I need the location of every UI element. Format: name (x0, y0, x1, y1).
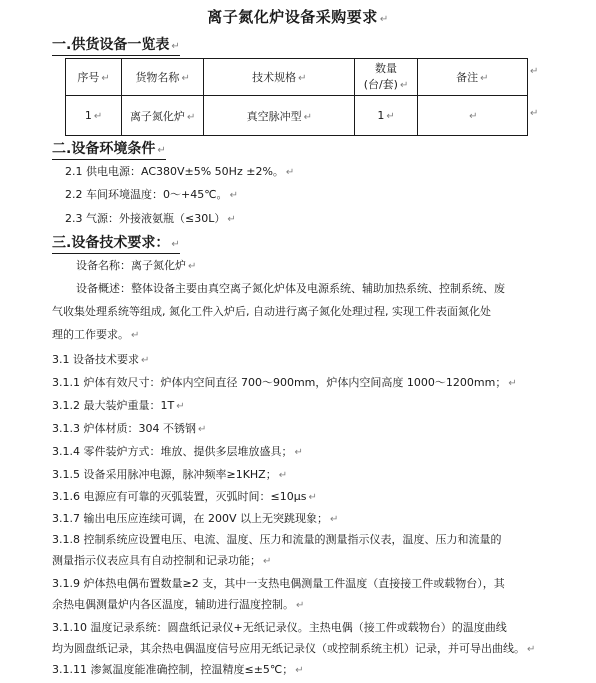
paragraph-mark-icon: ↵ (278, 470, 288, 481)
requirement-line: 3.1.2 最大装炉重量：1T ↵ (52, 399, 185, 412)
requirement-line: 3.1.4 零件装炉方式：堆放、提供多层堆放盛具； ↵ (52, 445, 303, 458)
requirement-line: 3.1.9 炉体热电偶布置数量≥2 支，其中一支热电偶测量工件温度（直接接工件或载物台），其 (52, 577, 505, 590)
requirement-line: 测量指示仪表应具有自动控制和记录功能； ↵ (52, 554, 272, 567)
overview-line: 气收集处理系统等组成, 氮化工件入炉后, 自动进行离子氮化处理过程, 实现工件表面氮化处 (52, 305, 491, 318)
title-text: 离子氮化炉设备采购要求 (207, 8, 378, 26)
requirement-line: 3.1.3 炉体材质：304 不锈钢 ↵ (52, 422, 207, 435)
paragraph-mark-icon: ↵ (294, 447, 303, 458)
paragraph-mark-icon: ↵ (101, 73, 110, 84)
paragraph-mark-icon: ↵ (530, 108, 539, 119)
paragraph-mark-icon: ↵ (229, 190, 238, 201)
env-item-temperature: 2.2 车间环境温度：0～+45℃。 ↵ (65, 188, 238, 201)
paragraph-mark-icon: ↵ (508, 378, 517, 389)
supply-equipment-table (65, 58, 528, 136)
table-cell: 离子氮化炉 ↵ (122, 96, 204, 136)
requirement-line: 均为圆盘纸记录，其余热电偶温度信号应用无纸记录仪（或控制系统主机）记录，并可导出曲线。 ↵ (52, 642, 536, 655)
paragraph-mark-icon: ↵ (263, 556, 272, 567)
table-header-cell: 备注 ↵ (417, 59, 527, 96)
requirement-line: 3.1 设备技术要求 ↵ (52, 353, 150, 366)
section-1-heading: 一.供货设备一览表 ↵ (52, 37, 180, 56)
paragraph-mark-icon: ↵ (171, 41, 180, 52)
table-row (66, 96, 528, 136)
paragraph-mark-icon: ↵ (469, 111, 478, 122)
requirement-line: 3.1.7 输出电压应连续可调，在 200V 以上无突跳现象； ↵ (52, 512, 339, 525)
requirement-line: 余热电偶测量炉内各区温度，辅助进行温度控制。 ↵ (52, 598, 305, 611)
env-item-power: 2.1 供电电源：AC380V±5% 50Hz ±2%。 ↵ (65, 165, 295, 178)
paragraph-mark-icon: ↵ (386, 111, 395, 122)
paragraph-mark-icon: ↵ (181, 73, 190, 84)
table-cell (417, 96, 527, 136)
paragraph-mark-icon: ↵ (141, 355, 150, 366)
table-cell: 真空脉冲型 ↵ (204, 96, 355, 136)
table-header-cell: 序号 ↵ (66, 59, 122, 96)
paragraph-mark-icon: ↵ (330, 514, 339, 525)
paragraph-mark-icon: ↵ (303, 111, 313, 123)
paragraph-mark-icon: ↵ (298, 73, 307, 84)
table-cell: 1 ↵ (66, 96, 122, 136)
requirement-line: 3.1.10 温度记录系统：圆盘纸记录仪+无纸记录仪。主热电偶（接工件或载物台）的温度曲线 (52, 621, 507, 634)
paragraph-mark-icon: ↵ (379, 14, 389, 25)
paragraph-mark-icon: ↵ (171, 239, 180, 250)
table-header-cell: 货物名称 ↵ (122, 59, 204, 96)
document-title (0, 6, 596, 27)
table-header-row (66, 59, 528, 96)
requirement-line: 3.1.6 电源应有可靠的灭弧装置，灭弧时间：≤10μs ↵ (52, 490, 317, 503)
table-cell: 1 ↵ (355, 96, 417, 136)
env-item-gas: 2.3 气源：外接液氨瓶（≤30L） ↵ (65, 212, 236, 225)
requirement-line: 3.1.8 控制系统应设置电压、电流、温度、压力和流量的测量指示仪表，温度、压力和流量的 (52, 533, 502, 546)
requirement-line: 3.1.1 炉体有效尺寸：炉体内空间直径 700～900mm，炉体内空间高度 1000～1200mm； ↵ (52, 376, 517, 389)
section-3-heading: 三.设备技术要求： ↵ (52, 235, 180, 254)
paragraph-mark-icon: ↵ (530, 66, 539, 77)
overview-line: 设备概述：整体设备主要由真空离子氮化炉体及电源系统、辅助加热系统、控制系统、废 (76, 282, 505, 295)
overview-line: 理的工作要求。 ↵ (52, 328, 140, 341)
paragraph-mark-icon: ↵ (93, 111, 103, 122)
paragraph-mark-icon: ↵ (285, 167, 295, 178)
paragraph-mark-icon: ↵ (399, 79, 409, 91)
paragraph-mark-icon: ↵ (308, 492, 317, 503)
requirement-line: 3.1.11 渗氮温度能准确控制，控温精度≤±5℃； ↵ (52, 663, 304, 676)
table-header-cell: 数量 (台/套) ↵ (355, 59, 417, 96)
paragraph-mark-icon: ↵ (188, 261, 197, 272)
paragraph-mark-icon: ↵ (157, 145, 166, 156)
paragraph-mark-icon: ↵ (527, 644, 536, 655)
equipment-name-line: 设备名称：离子氮化炉 ↵ (76, 259, 197, 272)
paragraph-mark-icon: ↵ (176, 401, 185, 412)
paragraph-mark-icon: ↵ (480, 73, 489, 84)
paragraph-mark-icon: ↵ (295, 665, 304, 676)
paragraph-mark-icon: ↵ (186, 111, 196, 123)
paragraph-mark-icon: ↵ (296, 600, 305, 611)
table-header-cell: 技术规格 ↵ (204, 59, 355, 96)
paragraph-mark-icon: ↵ (197, 424, 207, 435)
requirement-line: 3.1.5 设备采用脉冲电源，脉冲频率≥1KHZ； ↵ (52, 468, 288, 481)
paragraph-mark-icon: ↵ (131, 330, 140, 341)
paragraph-mark-icon: ↵ (227, 214, 236, 225)
section-2-heading: 二.设备环境条件 ↵ (52, 141, 166, 160)
